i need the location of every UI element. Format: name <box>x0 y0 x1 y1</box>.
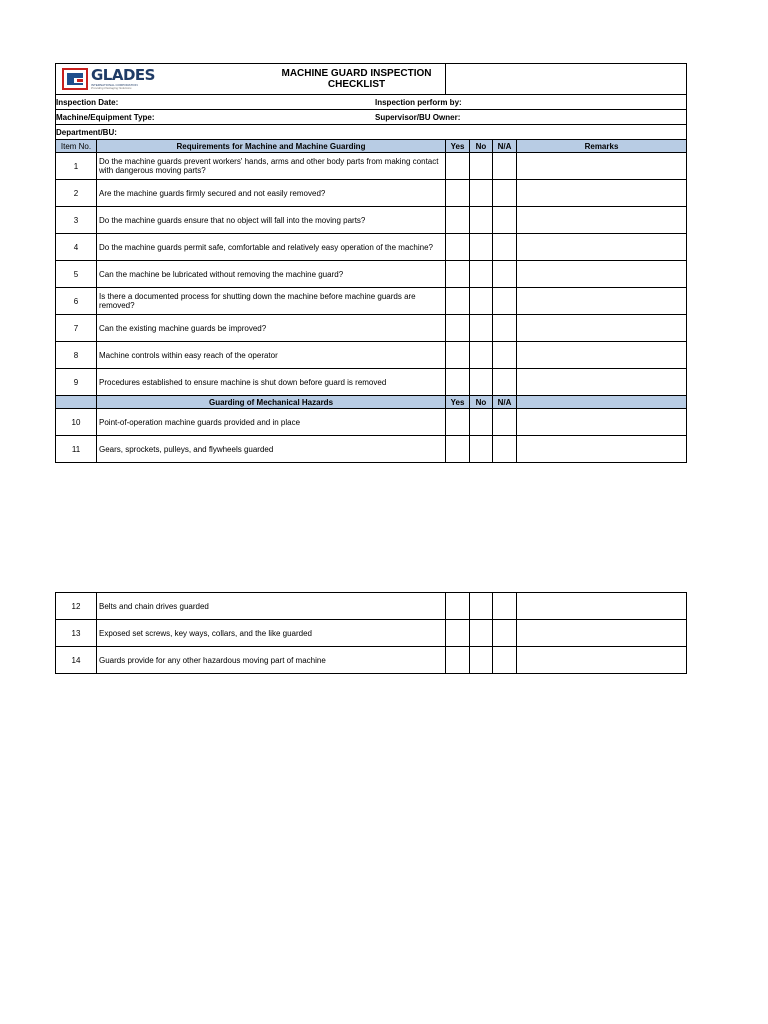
remarks-cell[interactable] <box>517 369 687 396</box>
no-checkbox-cell[interactable] <box>470 234 493 261</box>
yes-checkbox-cell[interactable] <box>446 620 470 647</box>
yes-checkbox-cell[interactable] <box>446 436 470 463</box>
yes-checkbox-cell[interactable] <box>446 409 470 436</box>
yes-header: Yes <box>446 140 470 153</box>
yes-checkbox-cell[interactable] <box>446 593 470 620</box>
no-checkbox-cell[interactable] <box>470 436 493 463</box>
yes-checkbox-cell[interactable] <box>446 261 470 288</box>
checklist-row <box>56 409 687 436</box>
na-header: N/A <box>493 140 517 153</box>
department-label: Department/BU: <box>56 125 687 140</box>
yes-header: Yes <box>446 396 470 409</box>
section2-header: Guarding of Mechanical Hazards <box>97 396 446 409</box>
remarks-cell[interactable] <box>517 180 687 207</box>
na-checkbox-cell[interactable] <box>493 261 517 288</box>
logo-mark-icon <box>62 68 88 90</box>
checklist-row <box>56 288 687 315</box>
no-checkbox-cell[interactable] <box>470 647 493 674</box>
section1-header-row <box>56 140 687 153</box>
item-number: 11 <box>56 436 97 463</box>
na-checkbox-cell[interactable] <box>493 234 517 261</box>
yes-checkbox-cell[interactable] <box>446 369 470 396</box>
remarks-cell[interactable] <box>517 342 687 369</box>
no-checkbox-cell[interactable] <box>470 593 493 620</box>
header-cell <box>56 64 446 95</box>
checklist-row <box>56 207 687 234</box>
remarks-cell[interactable] <box>517 436 687 463</box>
requirement-text: Machine controls within easy reach of the operator <box>97 342 446 369</box>
remarks-cell[interactable] <box>517 593 687 620</box>
yes-checkbox-cell[interactable] <box>446 180 470 207</box>
item-number: 12 <box>56 593 97 620</box>
no-checkbox-cell[interactable] <box>470 620 493 647</box>
remarks-cell[interactable] <box>517 288 687 315</box>
supervisor-label: Supervisor/BU Owner: <box>375 112 461 122</box>
yes-checkbox-cell[interactable] <box>446 315 470 342</box>
remarks-cell[interactable] <box>517 261 687 288</box>
checklist-row <box>56 153 687 180</box>
checklist-row <box>56 234 687 261</box>
checklist-row <box>56 261 687 288</box>
requirement-text: Can the machine be lubricated without removing the machine guard? <box>97 261 446 288</box>
na-checkbox-cell[interactable] <box>493 180 517 207</box>
yes-checkbox-cell[interactable] <box>446 153 470 180</box>
requirement-text: Do the machine guards prevent workers' hands, arms and other body parts from making contact with dangerous moving parts? <box>97 153 446 180</box>
requirement-text: Procedures established to ensure machine is shut down before guard is removed <box>97 369 446 396</box>
no-checkbox-cell[interactable] <box>470 153 493 180</box>
checklist-row <box>56 180 687 207</box>
yes-checkbox-cell[interactable] <box>446 288 470 315</box>
na-checkbox-cell[interactable] <box>493 207 517 234</box>
requirement-text: Point-of-operation machine guards provided and in place <box>97 409 446 436</box>
no-checkbox-cell[interactable] <box>470 180 493 207</box>
no-header: No <box>470 396 493 409</box>
remarks-cell[interactable] <box>517 207 687 234</box>
remarks-header: Remarks <box>517 140 687 153</box>
logo-subtitle: INTERNATIONAL CORPORATION <box>91 83 138 87</box>
item-number: 8 <box>56 342 97 369</box>
no-checkbox-cell[interactable] <box>470 342 493 369</box>
info-row-machine <box>56 110 687 125</box>
na-checkbox-cell[interactable] <box>493 153 517 180</box>
item-number: 14 <box>56 647 97 674</box>
no-checkbox-cell[interactable] <box>470 207 493 234</box>
checklist-row <box>56 342 687 369</box>
item-number: 3 <box>56 207 97 234</box>
logo-tagline: Providing Packaging Solutions <box>91 86 132 90</box>
checklist-row <box>56 369 687 396</box>
no-checkbox-cell[interactable] <box>470 369 493 396</box>
yes-checkbox-cell[interactable] <box>446 207 470 234</box>
requirement-text: Do the machine guards permit safe, comfortable and relatively easy operation of the machine? <box>97 234 446 261</box>
na-checkbox-cell[interactable] <box>493 342 517 369</box>
na-header: N/A <box>493 396 517 409</box>
logo-name: GLADES <box>91 66 155 84</box>
requirement-text: Exposed set screws, key ways, collars, and the like guarded <box>97 620 446 647</box>
yes-checkbox-cell[interactable] <box>446 234 470 261</box>
inspection-by-label: Inspection perform by: <box>375 97 462 107</box>
na-checkbox-cell[interactable] <box>493 620 517 647</box>
na-checkbox-cell[interactable] <box>493 288 517 315</box>
requirement-text: Belts and chain drives guarded <box>97 593 446 620</box>
no-checkbox-cell[interactable] <box>470 315 493 342</box>
item-number: 6 <box>56 288 97 315</box>
requirement-text: Is there a documented process for shutting down the machine before machine guards are removed? <box>97 288 446 315</box>
item-number: 1 <box>56 153 97 180</box>
na-checkbox-cell[interactable] <box>493 369 517 396</box>
remarks-cell[interactable] <box>517 315 687 342</box>
checklist-row <box>56 315 687 342</box>
yes-checkbox-cell[interactable] <box>446 647 470 674</box>
na-checkbox-cell[interactable] <box>493 315 517 342</box>
requirement-text: Do the machine guards ensure that no object will fall into the moving parts? <box>97 207 446 234</box>
remarks-cell[interactable] <box>517 234 687 261</box>
na-checkbox-cell[interactable] <box>493 593 517 620</box>
yes-checkbox-cell[interactable] <box>446 342 470 369</box>
na-checkbox-cell[interactable] <box>493 409 517 436</box>
machine-type-label: Machine/Equipment Type: <box>56 112 155 122</box>
remarks-cell[interactable] <box>517 620 687 647</box>
remarks-cell[interactable] <box>517 647 687 674</box>
no-checkbox-cell[interactable] <box>470 261 493 288</box>
no-header: No <box>470 140 493 153</box>
item-number: 2 <box>56 180 97 207</box>
checklist-row <box>56 647 687 674</box>
item-number: 9 <box>56 369 97 396</box>
section2-header-row <box>56 396 687 409</box>
checklist-row <box>56 620 687 647</box>
requirement-text: Guards provide for any other hazardous moving part of machine <box>97 647 446 674</box>
item-number: 10 <box>56 409 97 436</box>
inspection-date-label: Inspection Date: <box>56 97 119 107</box>
remarks-cell[interactable] <box>517 409 687 436</box>
no-checkbox-cell[interactable] <box>470 409 493 436</box>
company-logo <box>56 68 155 90</box>
checklist-table-page2 <box>55 592 687 674</box>
item-number: 7 <box>56 315 97 342</box>
item-number: 4 <box>56 234 97 261</box>
requirement-text: Can the existing machine guards be improved? <box>97 315 446 342</box>
checklist-table <box>55 63 687 463</box>
na-checkbox-cell[interactable] <box>493 436 517 463</box>
requirement-text: Are the machine guards firmly secured and not easily removed? <box>97 180 446 207</box>
page-title: MACHINE GUARD INSPECTION CHECKLIST <box>281 68 432 90</box>
item-number: 5 <box>56 261 97 288</box>
info-row-date <box>56 95 687 110</box>
remarks-cell[interactable] <box>517 153 687 180</box>
item-no-header: Item No. <box>56 140 97 153</box>
requirement-text: Gears, sprockets, pulleys, and flywheels guarded <box>97 436 446 463</box>
item-number: 13 <box>56 620 97 647</box>
requirements-header: Requirements for Machine and Machine Guarding <box>97 140 446 153</box>
no-checkbox-cell[interactable] <box>470 288 493 315</box>
na-checkbox-cell[interactable] <box>493 647 517 674</box>
checklist-row <box>56 436 687 463</box>
checklist-row <box>56 593 687 620</box>
